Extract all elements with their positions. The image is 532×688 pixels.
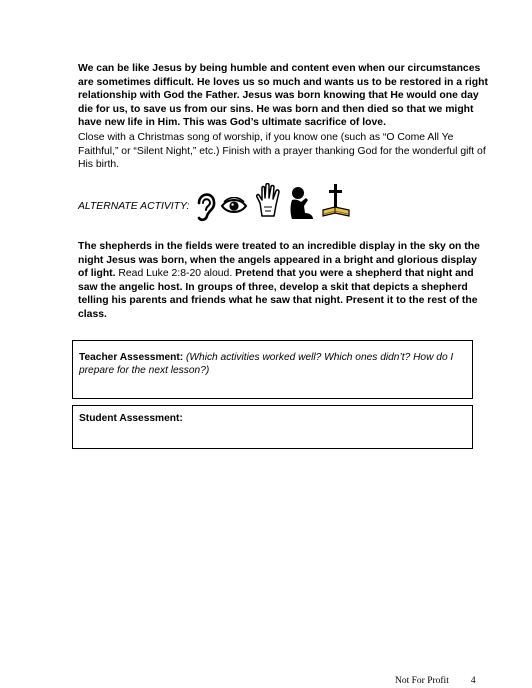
humble-paragraph: We can be like Jesus by being humble and content even when our circumstances are sometimes difficult. He loves us so much and wants us to be restored in a right relationship with God the Father. Jesus was born knowing that He would one day die for us, to save us from our sins. He was born and then died so that we might have new life in Him. This was God’s ultimate sacrifice of love. bbox=[78, 63, 488, 129]
eye-icon bbox=[221, 197, 247, 215]
hand-icon bbox=[255, 183, 281, 217]
page-number: 4 bbox=[470, 676, 476, 686]
cross-bible-icon bbox=[321, 183, 351, 219]
alternate-activity-row bbox=[78, 183, 498, 227]
page-footer bbox=[395, 676, 476, 686]
shepherds-reading: Read Luke 2:8-20 aloud. bbox=[115, 268, 233, 280]
closing-text: Close with a Christmas song of worship, if you know one (such as “O Come All Ye Faithful,” or “Silent Night,” etc.) Finish with a prayer thanking God for the wonderful gift of His birth. bbox=[78, 132, 486, 171]
footer-text: Not For Profit bbox=[395, 676, 449, 686]
closing-paragraph bbox=[78, 131, 488, 172]
alternate-activity-label: ALTERNATE ACTIVITY: bbox=[78, 201, 190, 212]
teacher-assessment-prompt: (Which activities worked well? Which ones didn’t? How do I prepare for the next lesson?) bbox=[79, 352, 454, 377]
teacher-assessment-label: Teacher Assessment: bbox=[79, 352, 184, 363]
teacher-assessment-box[interactable] bbox=[72, 340, 473, 399]
shepherds-text-1: The shepherds in the fields were treated to an incredible display in the sky on the night Jesus was born, when the angels appeared in a bright and glorious display of light. bbox=[78, 241, 480, 280]
shepherds-paragraph bbox=[78, 240, 488, 322]
ear-icon bbox=[193, 189, 217, 223]
senses-clipart bbox=[193, 183, 413, 227]
shepherds-text-2: Pretend that you were a shepherd that night and saw the angelic host. In groups of three, develop a skit that depicts a shepherd telling his parents and friends what he saw that night. Present it to the rest of the class. bbox=[78, 268, 478, 320]
student-assessment-box[interactable] bbox=[72, 405, 473, 449]
praying-child-icon bbox=[287, 186, 317, 220]
student-assessment-label: Student Assessment: bbox=[79, 413, 183, 424]
